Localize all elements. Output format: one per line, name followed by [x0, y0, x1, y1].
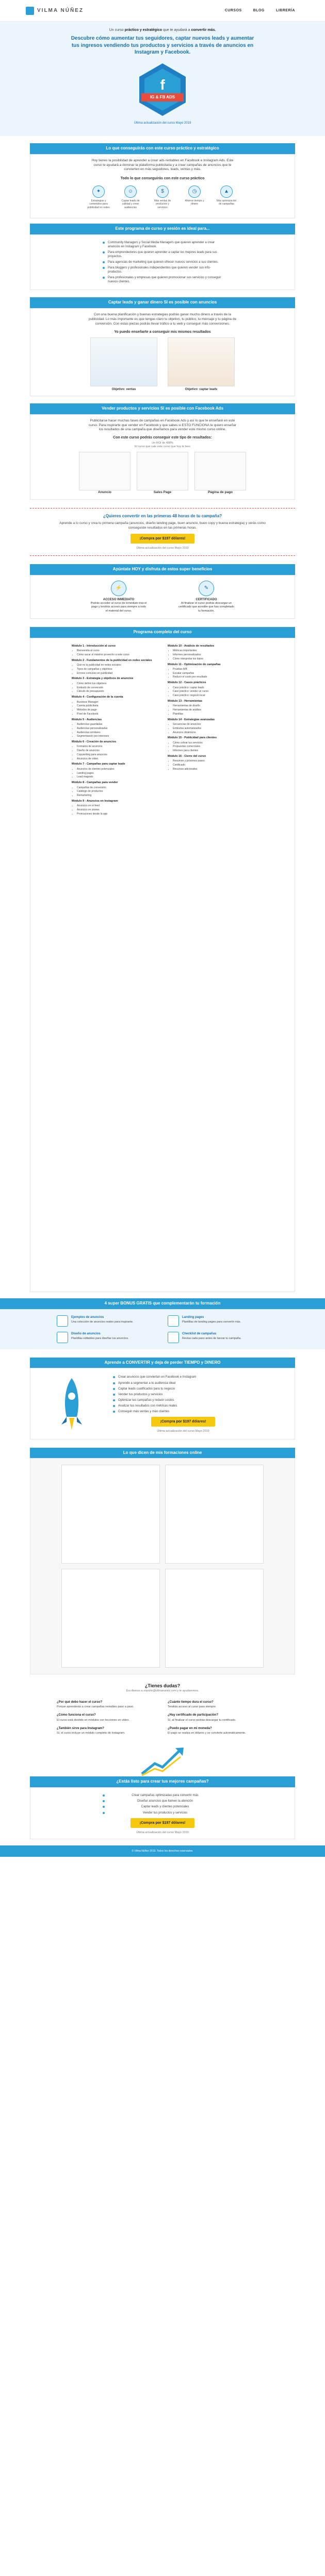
benefit-label: Captar leads de calidad y crear audiencias	[121, 199, 140, 210]
module-title: Módulo 16 - Cierre del curso	[168, 754, 206, 758]
bonus-text: Plantillas de landing pages para convertir más.	[182, 1320, 241, 1324]
lightning-icon: ⚡	[111, 581, 126, 596]
lead-suffix: que te ayudará a	[163, 28, 190, 32]
section-sell-text: Publicitarse hacer muchas fases de campañas en Facebook Ads y así lo que te enseñaré en este curso. Para inspirarte que vender en Facebook y que sabes si ESTO FUNCIONA te quiero enseñar los resultados de una campaña que diseñamos para vender este mismo curso online.	[88, 418, 237, 432]
bonus-item	[168, 1332, 268, 1343]
lesson-item: • Informes para clientes	[173, 749, 253, 753]
list-item: Vender tus productos y servicios	[113, 1393, 253, 1397]
section-benefits-text: Hoy tienes la posibilidad de aprender a crear ads rentables en Facebook e Instagram Ads. Este curso te ayudará a dominar la plataforma publicitaria y a crear campañas de anuncios que te convierten en más seguidores, leads, ventas y más.	[91, 158, 234, 172]
section-leads-title: Captar leads y ganar dinero SI es posible con anuncios	[30, 297, 295, 308]
module-lessons	[168, 759, 253, 771]
lesson-item: • Bienvenida al curso	[77, 649, 157, 653]
badge-label: IG & FB ADS	[150, 94, 175, 99]
growth-arrow-icon	[139, 1745, 186, 1776]
bonus-title: Checklist de campañas	[182, 1332, 217, 1335]
footer	[0, 1845, 325, 1857]
brand-logo-icon	[26, 7, 34, 15]
module-lessons	[72, 786, 157, 798]
ideal-list	[30, 241, 295, 284]
module-lessons	[168, 686, 253, 698]
bonus-title: 4 super BONUS GRATIS que complementarán tu formación	[0, 1298, 325, 1309]
module-title: Módulo 9 - Anuncios en Instagram	[72, 799, 118, 803]
lesson-item: • Métricas importantes	[173, 649, 253, 653]
benefit-label: Más ventas de productos y servicios	[154, 199, 171, 210]
module-title: Módulo 8 - Campañas para vender	[72, 781, 118, 785]
final-title: ¿Estás listo para crear tus mejores campañas?	[30, 1776, 295, 1787]
list-item: Captar leads cualificados para tu negocio	[113, 1387, 253, 1391]
lesson-item: • Herramientas de diseño	[173, 704, 253, 708]
lesson-item: • Secuencias de anuncios	[173, 723, 253, 726]
list-item: Optimizar tus campañas y reducir costos	[113, 1398, 253, 1402]
benefit-text: Al finalizar el curso podrás descargar un certificado que acredite que has completado tu formación.	[178, 601, 234, 613]
leads-result-image	[168, 337, 235, 386]
list-item: Crear campañas optimizadas para convertir más	[103, 1793, 222, 1798]
facebook-badge-icon	[134, 61, 191, 118]
faq-grid	[0, 1696, 325, 1739]
faq-question: ¿También sirve para Instagram?	[57, 1726, 104, 1730]
faq-question: ¿Cómo funciona el curso?	[57, 1714, 96, 1717]
lesson-item: • Anuncios de vídeo	[77, 757, 157, 761]
lesson-item: • Landing pages	[77, 772, 157, 775]
lead-prefix: Un curso	[109, 28, 124, 32]
certificate-icon: ✎	[199, 581, 214, 596]
bonus-text: Una colección de anuncios reales para inspirarte.	[71, 1320, 134, 1324]
lesson-item: • Anuncios dinámicos	[173, 731, 253, 735]
lesson-item: • Caso práctico: vender un curso	[173, 690, 253, 693]
benefit-title: ACCESO INMEDIATO	[103, 598, 135, 601]
savings-title: Aprende a CONVERTIR y deja de perder TIEMPO y DINERO	[30, 1358, 295, 1368]
testimonials-grid	[30, 1458, 295, 1674]
lesson-item: • Informes personalizados	[173, 653, 253, 657]
nav-item-cursos[interactable]: CURSOS	[224, 8, 242, 12]
lesson-item: • Métodos de pago	[77, 708, 157, 712]
module-title: Módulo 7 - Campañas para captar leads	[72, 762, 125, 766]
strategy-icon: ✦	[92, 185, 105, 198]
hero-caption: Última actualización del curso Mayo 2019	[134, 121, 191, 125]
lead-bold: práctico y estratégico	[124, 28, 163, 32]
module-lessons	[72, 768, 157, 779]
hero-lead	[36, 28, 289, 32]
faq-item	[57, 1725, 157, 1736]
module-lessons	[72, 745, 157, 760]
testimonial-card	[165, 1569, 264, 1668]
testimonial-card	[61, 1569, 160, 1668]
lesson-item: • Embudo de conversión	[77, 686, 157, 690]
lesson-item: • Cómo interpretar los datos	[173, 657, 253, 661]
section-leads-subtitle: Yo puedo enseñarte a conseguir mis mismos resultados	[114, 330, 211, 334]
list-item: Para emprendedores que quieren aprender a captar los mejores leads para sus proyectos.	[103, 250, 222, 259]
lesson-item: • Formatos de anuncios	[77, 745, 157, 749]
bonus-title: Ejemplos de anuncios	[71, 1315, 104, 1319]
sales-page-image	[137, 452, 188, 490]
chart-icon: ▲	[220, 185, 233, 198]
module-title: Módulo 13 - Herramientas	[168, 699, 203, 703]
faq-item	[57, 1712, 157, 1722]
section-leads-text: Con una buena planificación y buenas estrategias podrás ganar mucho dinero a través de la publicidad. Lo más importante es que tengas claro tu objetivo, tu público, tu mensaje y tu página de conversión. Con estas piezas podrás llevar tráfico a tu web y conseguir más conversiones.	[88, 313, 237, 326]
hero	[0, 22, 325, 136]
module-lessons	[72, 804, 157, 816]
savings-list	[113, 1375, 253, 1414]
leads-icon: ☺	[124, 185, 137, 198]
lesson-item: • Propuestas comerciales	[173, 745, 253, 749]
cta-note: Última actualización del curso Mayo 2019	[136, 546, 189, 550]
faq-item	[168, 1725, 268, 1736]
lesson-item: • Copywriting para anuncios	[77, 753, 157, 757]
rocket-illustration	[30, 1374, 113, 1433]
lesson-item: • Tipos de campañas y objetivos	[77, 668, 157, 671]
lesson-item: • Segmentación por intereses	[77, 735, 157, 738]
faq-item	[57, 1699, 157, 1709]
faq-answer: El pago se realiza en dólares y se convierte automáticamente.	[168, 1732, 246, 1735]
result-label: Objetivo: captar leads	[185, 387, 218, 391]
lesson-item: • Certificado	[173, 764, 253, 767]
result-label: Objetivo: ventas	[111, 387, 136, 391]
program-title: Programa completo del curso	[30, 627, 295, 638]
bonus-item	[168, 1315, 268, 1327]
list-item: Vender tus productos y servicios	[103, 1811, 222, 1815]
final-illustration	[0, 1745, 325, 1776]
module-lessons	[168, 704, 253, 716]
checkout-page-image	[194, 452, 246, 490]
section-super-benefits-title: Apúntate HOY y disfruta de estos super beneficios	[30, 564, 295, 575]
module-title: Módulo 1 - Introducción al curso	[72, 644, 116, 648]
list-item: Para profesionales y empresas que quieren promocionar sus servicios y conseguir nuevos clientes.	[103, 276, 222, 284]
faq-answer: El curso está dividido en módulos con lecciones en vídeo.	[57, 1718, 129, 1722]
faq-question: ¿Hay certificado de participación?	[168, 1714, 219, 1717]
buy-button[interactable]: ¡Compra por $197 dólares!	[151, 1417, 216, 1427]
lesson-item: • Remarketing	[77, 794, 157, 798]
section-sell-title: Vender productos y servicios SI es posible con Facebook Ads	[30, 403, 295, 414]
section-sell-subtitle: Con este curso podrás conseguir este tipo de resultados:	[113, 436, 212, 440]
top-bar	[0, 0, 325, 22]
list-item: Captar leads y clientes potenciales	[103, 1805, 222, 1809]
lesson-item: • Reducir el costo por resultado	[173, 675, 253, 679]
funnel-label: Sales Page	[153, 490, 172, 495]
benefit-item	[87, 185, 110, 210]
list-item: Crear anuncios que conviertan en Facebook e Instagram	[113, 1375, 253, 1379]
module-lessons	[72, 701, 157, 716]
section-benefits-subtitle: Todo lo que conseguirás con este curso práctico	[120, 177, 205, 181]
bonus-title: Landing pages	[182, 1315, 204, 1319]
nav-item-blog[interactable]: BLOG	[253, 8, 265, 12]
module-title: Módulo 10 - Análisis de resultados	[168, 644, 215, 648]
faq-title: ¿Tienes dudas?	[144, 1683, 181, 1689]
benefit-access	[90, 581, 147, 613]
hero-title: Descubre cómo aumentar tus seguidores, captar nuevos leads y aumentar tus ingresos vendiendo tus productos y servicios a través de anuncios en Instagram y Facebook.	[71, 36, 254, 56]
cta-text: Aprende a lo curso y crea tu primera campaña (anuncios, diseño landing page, buen anuncio, buen copy y buena estrategia) y verás como conseguiste resultados en las primeras horas.	[59, 521, 266, 530]
list-item: Analizar tus resultados con métricas reales	[113, 1404, 253, 1408]
sales-icon: $	[156, 185, 169, 198]
program-column-left	[72, 642, 157, 817]
section-ideal-title: Este programa de curso y sesión es ideal para...	[30, 224, 295, 234]
bonus-thumbnail	[57, 1315, 68, 1327]
results-screenshots	[30, 337, 295, 392]
nav-item-libreria[interactable]: LIBRERÍA	[275, 8, 295, 12]
module-title: Módulo 4 - Configuración de la cuenta	[72, 696, 123, 699]
lesson-item: • Anuncios en el feed	[77, 804, 157, 808]
lesson-item: • Promociones desde la app	[77, 812, 157, 816]
lesson-item: • Audiencias personalizadas	[77, 727, 157, 731]
lead-bold2: convertir más.	[191, 28, 216, 32]
lesson-item: • Audiencias guardadas	[77, 723, 157, 726]
lesson-item: • Caso práctico: negocio local	[173, 694, 253, 698]
faq-item	[168, 1699, 268, 1709]
faq-answer: Tendrás acceso al curso para siempre.	[168, 1705, 217, 1709]
lesson-item: • Anuncios de clientes potenciales	[77, 768, 157, 771]
cta-title: ¿Quieres convertir en las primeras 48 horas de tu campaña?	[103, 514, 222, 519]
bonus-item	[57, 1332, 157, 1343]
faq-intro: Escríbenos a soporte@vilmanunez.com y te ayudaremos.	[126, 1689, 199, 1692]
bonus-text: Plantillas editables para diseñar tus anuncios.	[71, 1336, 129, 1340]
list-item: Conseguir más ventas y más clientes	[113, 1410, 253, 1414]
bonus-thumbnail	[57, 1332, 68, 1343]
module-title: Módulo 3 - Estrategia y objetivos de anuncios	[72, 677, 134, 681]
benefit-item	[183, 185, 206, 210]
list-item: Community Managers y Social Media Managers que quieren aprender a crear anuncios en Instagram y Facebook.	[103, 241, 222, 249]
module-title: Módulo 6 - Creación de anuncios	[72, 740, 117, 743]
lesson-item: • Cómo sacar el máximo provecho a este curso	[77, 653, 157, 657]
list-item: Para bloggers y profesionales independientes que quieren vender sus info-productos.	[103, 266, 222, 274]
lesson-item: • Píxel de Facebook	[77, 713, 157, 716]
final-list	[30, 1793, 295, 1815]
section-benefits-title: Lo que conseguirás con este curso práctico y estratégico	[30, 143, 295, 154]
lesson-item: • Cómo cobrar tus servicios	[173, 741, 253, 745]
faq-answer: Sí, el curso incluye un módulo completo de Instagram.	[57, 1732, 125, 1735]
bonus-item	[57, 1315, 157, 1327]
module-title: Módulo 14 - Estrategias avanzadas	[168, 718, 215, 721]
lesson-item: • Audiencias similares	[77, 731, 157, 735]
brand-name: VILMA NÚÑEZ	[37, 7, 84, 13]
lesson-item: • Embudos automatizados	[173, 727, 253, 731]
funnel-label: Anuncio	[98, 490, 111, 495]
faq-answer: Sí, al finalizar el curso podrás descargar tu certificado.	[168, 1718, 236, 1722]
list-item: Aprende a segmentar a tu audiencia ideal	[113, 1381, 253, 1385]
benefit-item	[151, 185, 174, 210]
module-title: Módulo 5 - Audiencias	[72, 718, 102, 721]
lesson-item: • Lead magnets	[77, 775, 157, 779]
lesson-item: • Caso práctico: captar leads	[173, 686, 253, 690]
module-lessons	[72, 664, 157, 675]
bonus-thumbnail	[168, 1315, 179, 1327]
funnel-label: Página de pago	[207, 490, 233, 495]
testimonial-card	[61, 1465, 160, 1564]
lesson-item: • Campañas de conversión	[77, 786, 157, 790]
benefit-item	[119, 185, 142, 210]
benefit-certificate	[178, 581, 235, 613]
lesson-item: • Anuncios en stories	[77, 808, 157, 812]
benefit-label: Estrategias y contenidos para publicidad en redes	[87, 199, 110, 210]
lesson-item: • Pruebas A/B	[173, 668, 253, 671]
benefits-icons	[30, 181, 295, 214]
lesson-item: • Resumen y próximos pasos	[173, 759, 253, 763]
buy-button[interactable]: ¡Compra por $197 dólares!	[131, 534, 195, 544]
brand[interactable]	[26, 7, 84, 15]
lesson-item: • Cómo definir tus objetivos	[77, 682, 157, 686]
bonus-thumbnail	[168, 1332, 179, 1343]
lesson-item: • Recursos adicionales	[173, 768, 253, 771]
rocket-icon	[51, 1376, 92, 1432]
main-nav	[225, 8, 295, 13]
buy-button[interactable]: ¡Compra por $197 dólares!	[131, 1818, 195, 1828]
cta-note: Última actualización del curso Mayo 2019	[157, 1430, 209, 1433]
ad-image	[79, 452, 131, 490]
module-lessons	[168, 649, 253, 660]
course-badge-illustration	[134, 61, 191, 118]
module-lessons	[168, 668, 253, 679]
lesson-item: • Qué es la publicidad en redes sociales	[77, 664, 157, 667]
faq-item	[168, 1712, 268, 1722]
benefit-item	[215, 185, 238, 210]
lesson-item: • Business Manager	[77, 701, 157, 704]
time-icon: ◷	[188, 185, 201, 198]
lesson-item: • Catálogo de productos	[77, 790, 157, 793]
cta-note: Última actualización del curso Mayo 2019	[136, 1831, 189, 1834]
faq-question: ¿Puedo pagar en mi moneda?	[168, 1726, 212, 1730]
lesson-item: • Cálculo de presupuesto	[77, 690, 157, 693]
module-lessons	[72, 723, 157, 738]
value-stat: El curso que vale este curso que hoy te lees	[135, 445, 190, 448]
bonus-text: Revisa cada paso antes de lanzar tu campaña.	[182, 1336, 241, 1340]
module-lessons	[168, 723, 253, 734]
module-title: Módulo 12 - Casos prácticos	[168, 681, 206, 685]
footer-text: © Vilma Núñez 2019. Todos los derechos reservados.	[132, 1849, 193, 1853]
benefit-title: CERTIFICADO	[196, 598, 217, 601]
lesson-item: • Plantillas	[173, 713, 253, 716]
faq-answer: Porque aprenderás a crear campañas rentables paso a paso.	[57, 1705, 134, 1709]
svg-text:f: f	[160, 76, 165, 93]
faq-question: ¿Cuánto tiempo dura el curso?	[168, 1700, 214, 1704]
list-item: Para agencias de marketing que quieren ofrecer nuevos servicios a sus clientes.	[103, 260, 222, 264]
funnel-screenshots	[30, 452, 295, 495]
sales-result-image	[90, 337, 157, 386]
lesson-item: • Cuenta publicitaria	[77, 704, 157, 708]
lesson-item: • Escalar campañas	[173, 672, 253, 675]
module-lessons	[168, 741, 253, 753]
benefit-text: Podrás acceder al curso de inmediato tras el pago y tendrás acceso para siempre a todo el material del curso.	[90, 601, 147, 613]
list-item: Diseñar anuncios que llamen la atención	[103, 1799, 222, 1803]
roi-stat: Un ROI de 488%	[152, 441, 173, 445]
testimonial-card	[165, 1465, 264, 1564]
bonus-grid	[0, 1309, 325, 1349]
benefit-label: Más optimización de campañas	[216, 199, 237, 206]
program-column-right	[168, 642, 253, 817]
benefit-label: Ahorrar tiempo y dinero	[185, 199, 204, 206]
module-title: Módulo 11 - Optimización de campañas	[168, 663, 221, 666]
module-title: Módulo 2 - Fundamentos de la publicidad en redes sociales	[72, 658, 152, 662]
testimonials-title: Lo que dicen de mis formaciones online	[30, 1448, 295, 1459]
module-lessons	[72, 649, 157, 657]
lesson-item: • Errores comunes en publicidad	[77, 672, 157, 675]
bonus-title: Diseño de anuncios	[71, 1332, 101, 1335]
module-title: Módulo 15 - Publicidad para clientes	[168, 736, 217, 740]
lesson-item: • Diseño de anuncios	[77, 749, 157, 753]
lesson-item: • Herramientas de análisis	[173, 708, 253, 712]
module-lessons	[72, 682, 157, 693]
faq-question: ¿Por qué debo hacer el curso?	[57, 1700, 103, 1704]
